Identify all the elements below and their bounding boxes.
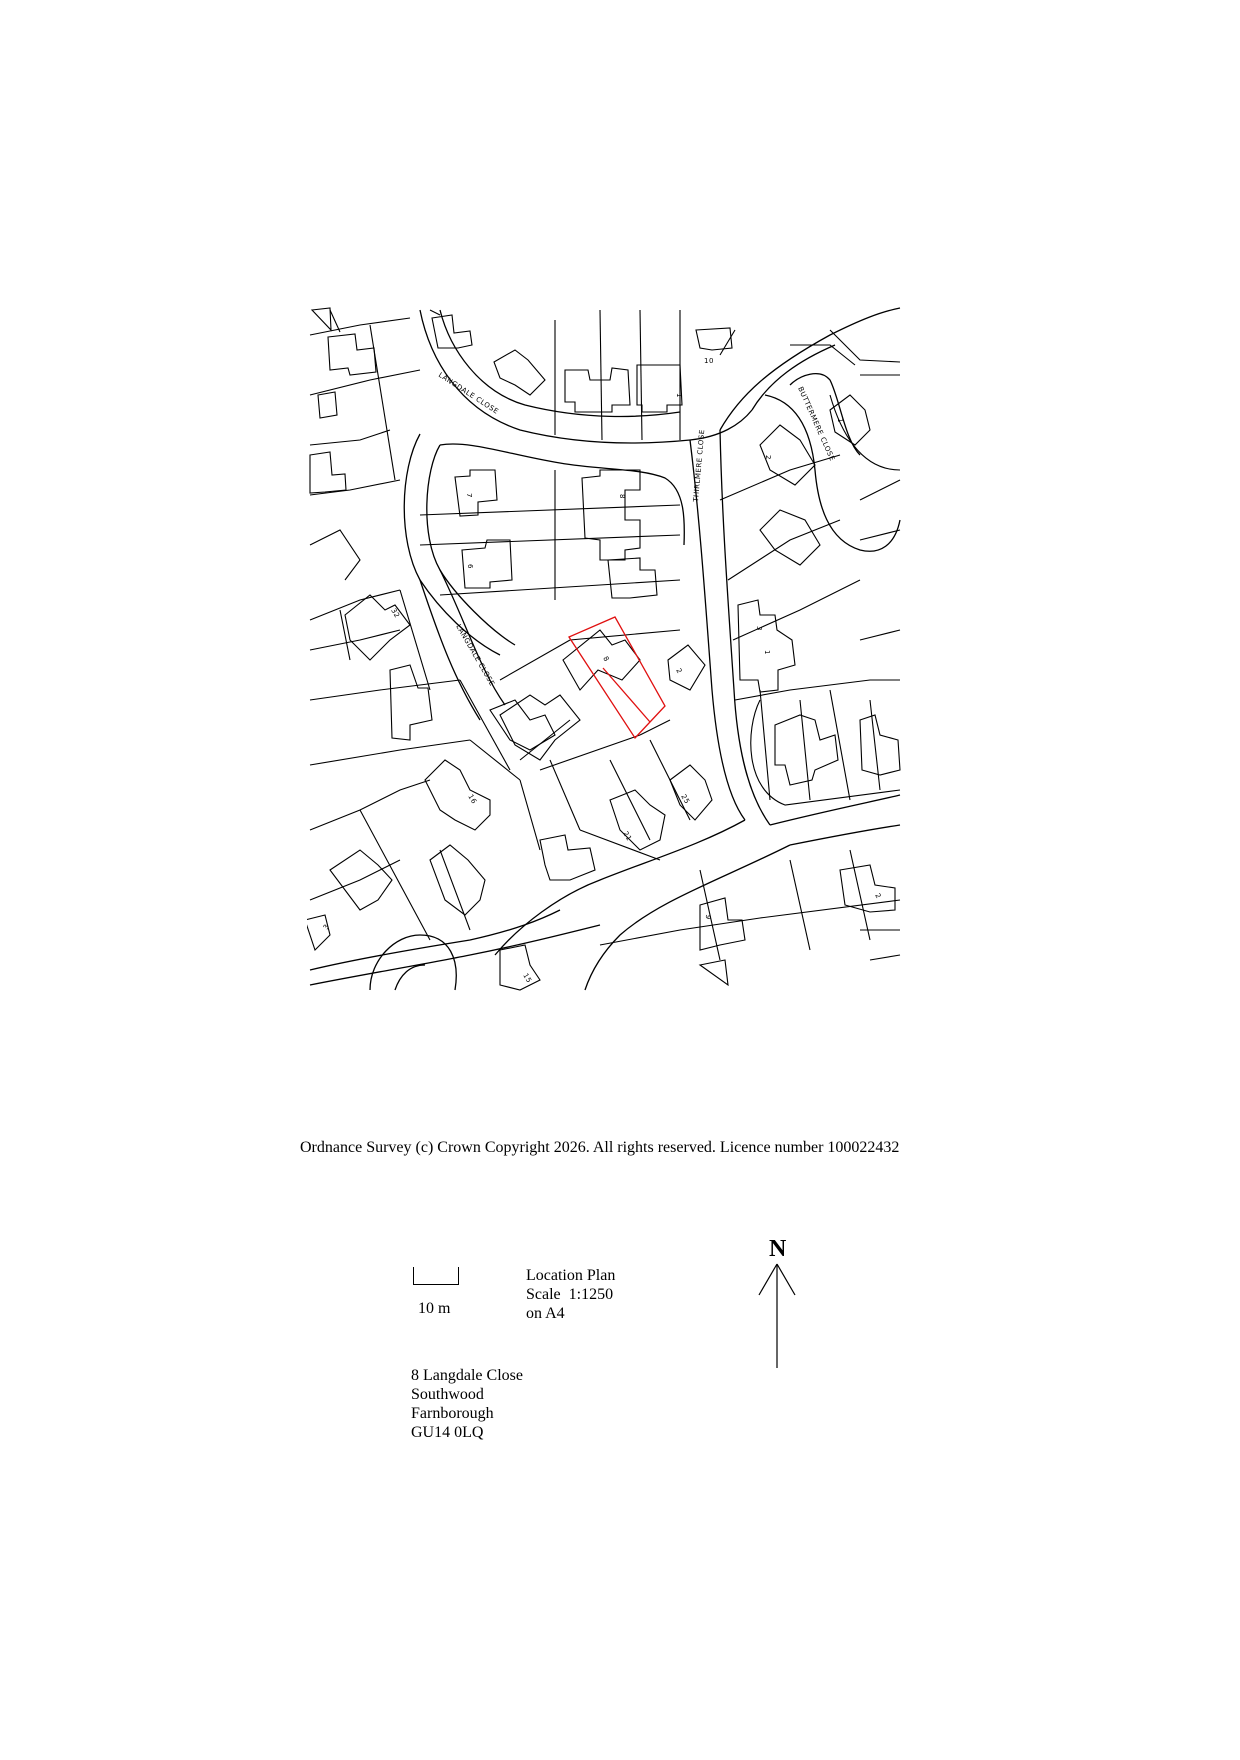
north-arrow-icon: [757, 1262, 797, 1370]
house-number: 3: [755, 626, 763, 631]
house-numbers: [322, 357, 883, 985]
scale-bar: [413, 1267, 459, 1285]
plan-info: [526, 1266, 615, 1323]
copyright-notice: Ordnance Survey (c) Crown Copyright 2026. All rights reserved. Licence number 100022432: [300, 1139, 900, 1156]
house-number: 6: [704, 913, 714, 921]
road-label-buttermere: BUTTERMERE CLOSE: [796, 385, 837, 463]
house-number: 2: [873, 892, 883, 901]
house-number: 25: [679, 793, 692, 806]
house-number: 1: [836, 418, 844, 423]
house-number: 15: [521, 972, 534, 985]
site-address: [411, 1366, 523, 1442]
house-number: 2: [764, 455, 772, 460]
house-number: 1: [763, 650, 771, 655]
plan-paper-size: on A4: [526, 1305, 565, 1322]
address-line: GU14 0LQ: [411, 1424, 484, 1441]
road-label-langdale-south: LANGDALE CLOSE: [454, 623, 497, 688]
house-number: 10: [704, 357, 714, 365]
plan-scale: Scale 1:1250: [526, 1286, 614, 1303]
road-label-langdale-north: LANGDALE CLOSE: [436, 370, 501, 416]
house-number: 3: [321, 922, 332, 931]
site-boundary-divider: [603, 668, 650, 722]
house-number: 1: [675, 393, 683, 398]
scale-bar-label: 10 m: [418, 1300, 451, 1317]
address-line: Southwood: [411, 1386, 484, 1403]
north-label: N: [769, 1236, 787, 1262]
house-number: 8: [618, 494, 626, 499]
address-line: Farnborough: [411, 1405, 494, 1422]
house-number: 32: [389, 607, 402, 620]
house-number: 8: [601, 655, 611, 664]
house-number: 7: [465, 493, 473, 498]
address-line: 8 Langdale Close: [411, 1367, 523, 1384]
house-number: 16: [466, 793, 479, 806]
house-number: 6: [466, 564, 474, 569]
house-number: 2: [674, 667, 684, 676]
road-label-thirlmere: THIRLMERE CLOSE: [692, 428, 707, 503]
plan-title: Location Plan: [526, 1267, 616, 1284]
house-number: 21: [621, 830, 634, 843]
